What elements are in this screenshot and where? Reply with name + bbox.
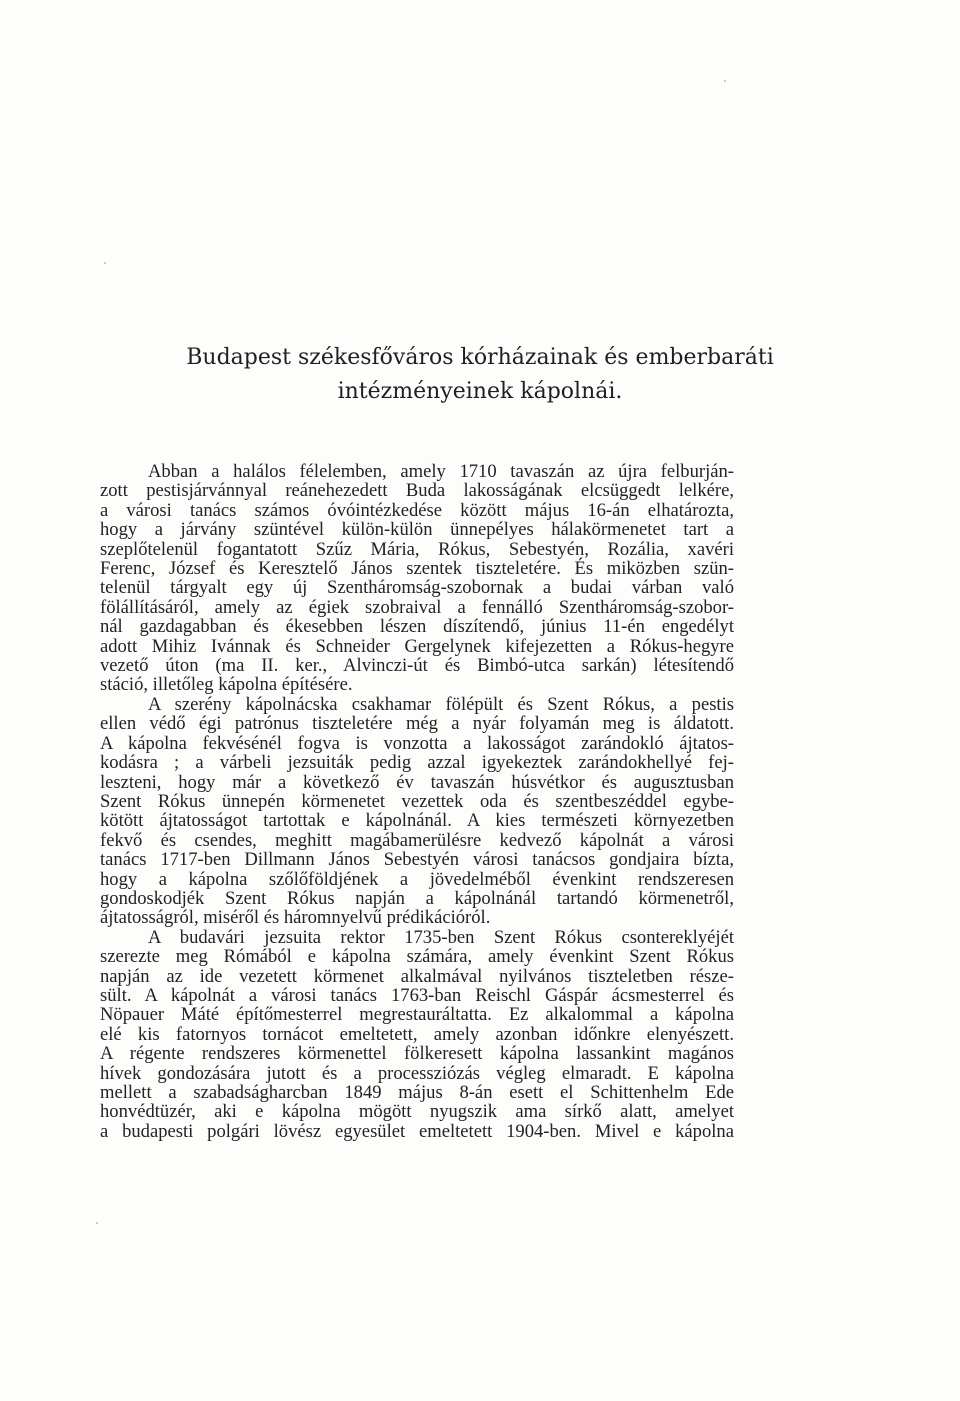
text-line: napján az ide vezetett körmenet alkalmával nyilvános tiszteletben része-	[100, 965, 734, 987]
text-line: zott pestisjárvánnyal reánehezedett Buda lakosságának elcsüggedt lelkére,	[100, 480, 734, 502]
page-title	[100, 341, 860, 409]
text-line: ellen védő égi patrónus tiszteletére még a nyár folyamán meg is áldatott.	[100, 713, 734, 735]
text-line: Nöpauer Máté építőmesterrel megrestauráltatta. Ez alkalommal a kápolna	[100, 1004, 734, 1026]
text-line: Abban a halálos félelemben, amely 1710 tavaszán az újra felburján-	[148, 461, 734, 482]
text-line: Szent Rókus ünnepén körmenetet vezettek oda és szentbeszéddel egybe-	[100, 790, 734, 812]
text-line: kodásra ; a várbeli jezsuiták pedig azzal igyekeztek zarándokhellyé fej-	[100, 752, 734, 774]
text-line: sült. A kápolnát a városi tanács 1763-ban Reischl Gáspár ácsmesterrel és	[100, 984, 734, 1006]
text-line: mellett a szabadságharcban 1849 május 8-án esett el Schittenhelm Ede	[100, 1082, 734, 1103]
text-line: elé kis fatornyos tornácot emeltetett, amely azonban időnkre elenyészett.	[100, 1023, 734, 1045]
text-line: vezető úton (ma II. ker., Alvinczi-út és Bimbó-utca sarkán) létesítendő	[100, 655, 734, 677]
scan-speck	[96, 1222, 98, 1224]
text-line: hívek gondozására jutott és a processziózás végleg elmaradt. E kápolna	[100, 1062, 734, 1084]
text-line: fölállításáról, amely az égiek szobraival a fennálló Szentháromság-szobor-	[100, 596, 734, 618]
text-line: nál gazdagabban és ékesebben lészen díszítendő, június 11-én engedélyt	[100, 616, 734, 638]
text-line: A régente rendszeres körmenettel fölkeresett kápolna lassankint magános	[100, 1043, 734, 1065]
text-line: kötött ájtatosságot tartottak e kápolnánál. A kies természeti környezetben	[100, 810, 734, 832]
text-line: gondoskodjék Szent Rókus napján a kápolnánál tartandó körmenetről,	[100, 887, 734, 909]
body-text	[100, 462, 734, 1141]
text-line: szeplőtelenül fogantatott Szűz Mária, Rókus, Sebestyén, Rozália, xavéri	[100, 538, 734, 560]
text-line: adott Mihiz Ivánnak és Schneider Gergelynek kifejezetten a Rókus-hegyre	[100, 635, 734, 657]
scan-speck	[104, 262, 106, 264]
scan-speck	[724, 80, 726, 82]
text-line: A budavári jezsuita rektor 1735-ben Szent Rókus csontereklyéjét	[148, 926, 734, 948]
text-line: Ferenc, József és Keresztelő János szentek tiszteletére. És miközben szün-	[100, 558, 734, 580]
text-line: a budapesti polgári lövész egyesület emeltetett 1904-ben. Mivel e kápolna	[100, 1120, 734, 1142]
text-line: honvédtüzér, aki e kápolna mögött nyugszik ama sírkő alatt, amelyet	[100, 1101, 734, 1123]
text-line: telenül tárgyalt egy új Szentháromság-szobornak a budai várban való	[100, 577, 734, 599]
text-line: hogy a kápolna szőlőföldjének a jövedelméből évenkint rendszeresen	[100, 868, 734, 890]
text-line: szerezte meg Rómából e kápolna számára, amely évenkint Szent Rókus	[100, 946, 734, 968]
text-line: tanács 1717-ben Dillmann János Sebestyén városi tanácsos gondjaira bízta,	[100, 849, 734, 871]
text-line: hogy a járvány szüntével külön-külön ünnepélyes hálakörmenetet tart a	[100, 519, 734, 541]
text-line: leszteni, hogy már a következő év tavaszán húsvétkor és augusztusban	[100, 771, 734, 793]
text-line: a városi tanács számos óvóintézkedése között május 16-án elhatározta,	[100, 499, 734, 521]
title-line-2: intézményeinek kápolnái.	[337, 379, 623, 404]
text-line: stáció, illetőleg kápolna építésére.	[100, 674, 353, 696]
text-line: fekvő és csendes, meghitt magábamerülésre kedvező kápolnát a városi	[100, 829, 734, 851]
title-line-1: Budapest székesfőváros kórházainak és emberbaráti	[186, 345, 774, 370]
text-line: A szerény kápolnácska csakhamar fölépült és Szent Rókus, a pestis	[148, 693, 734, 715]
text-line: A kápolna fekvésénél fogva is vonzotta a lakosságot zarándokló ájtatos-	[100, 732, 734, 754]
text-line: ájtatosságról, miséről és háromnyelvű prédikációról.	[100, 907, 491, 929]
